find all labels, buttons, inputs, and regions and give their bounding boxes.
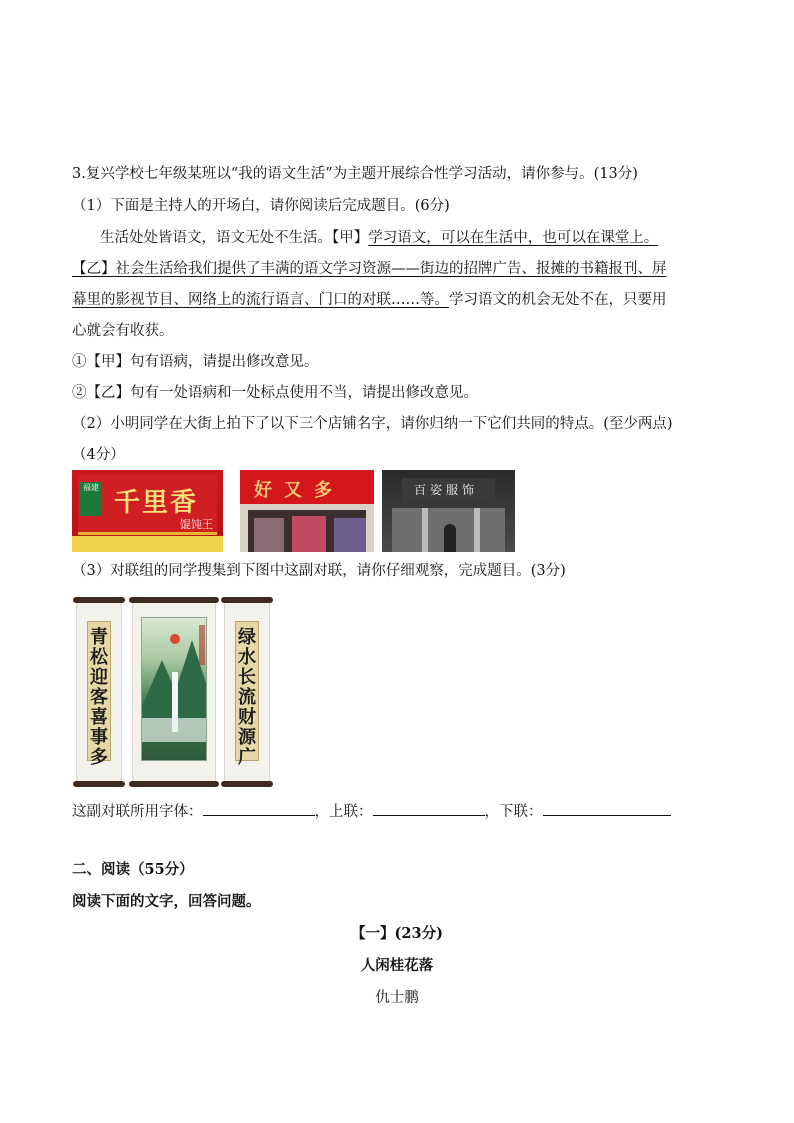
subquestion-2: （2）小明同学在大街上拍下了以下三个店铺名字，请你归纳一下它们共同的特点。(至少两点) (72, 416, 673, 432)
landscape-scroll (132, 598, 216, 784)
subquestion-1: （1）下面是主持人的开场白，请你阅读后完成题目。(6分) (72, 198, 450, 214)
opening-text: 生活处处皆语文，语文无处不生活。【甲】 (100, 230, 369, 246)
subquestion-2-score: （4分） (72, 447, 125, 463)
couplet-character: 喜 (90, 707, 108, 728)
shop-subtitle: 馄饨王 (180, 518, 213, 531)
shop-awning (72, 536, 223, 552)
section-instruction: 阅读下面的文字，回答问题。 (72, 893, 261, 910)
sentence-yi-part-2: 幕里的影视节目、网络上的流行语言、门口的对联……等。 (72, 292, 449, 308)
shop-pillar (422, 508, 428, 552)
scroll-rod (73, 597, 125, 603)
couplet-right-scroll (224, 598, 270, 784)
couplet-left-scroll (76, 598, 122, 784)
shop-name: 千里香 (114, 488, 199, 518)
couplet-character: 松 (90, 647, 108, 668)
shop-tag: 福建 (80, 482, 102, 516)
shop-window (254, 518, 284, 552)
scroll-rod (129, 597, 219, 603)
scroll-rod (221, 781, 273, 787)
fill-label-font: 这副对联所用字体： (72, 804, 203, 820)
item-2: ②【乙】句有一处语病和一处标点使用不当，请提出修改意见。 (72, 385, 478, 401)
shop-name: 好又多 (254, 480, 344, 501)
opening-paragraph-line-3 (72, 290, 667, 310)
opening-paragraph-line-2 (72, 259, 667, 279)
couplet-upper-line (88, 628, 110, 768)
couplet-panel (87, 621, 111, 768)
shop-pillar (474, 508, 480, 552)
sentence-jia: 学习语文，可以在生活中，也可以在课堂上。 (368, 230, 659, 246)
couplet-character: 水 (238, 647, 256, 668)
scroll-rod (129, 781, 219, 787)
seal-mark (199, 625, 205, 665)
fill-label-lower: ，下联： (484, 804, 543, 820)
couplet-character: 长 (238, 667, 256, 688)
article-author: 仇士鹏 (375, 990, 419, 1006)
couplet-lower-line (236, 628, 258, 768)
sentence-yi-part-1: 【乙】社会生活给我们提供了丰满的语文学习资源——街边的招牌广告、报摊的书籍报刊、屏 (72, 261, 667, 277)
shop-window (334, 518, 366, 552)
couplet-character: 绿 (238, 627, 256, 648)
scroll-rod (73, 781, 125, 787)
opening-paragraph-line-1 (100, 228, 658, 248)
scroll-rod (221, 597, 273, 603)
couplet-character: 客 (90, 687, 108, 708)
article-title: 人闲桂花落 (360, 957, 434, 974)
couplet-image (72, 598, 272, 788)
landscape-painting (141, 617, 207, 761)
item-1: ①【甲】句有语病，请提出修改意见。 (72, 354, 319, 370)
couplet-character: 源 (238, 727, 256, 748)
couplet-character: 广 (238, 747, 256, 768)
mannequin (444, 524, 456, 552)
shop-name: 百姿服饰 (414, 483, 479, 497)
opening-paragraph-line-4: 心就会有收获。 (72, 323, 174, 339)
couplet-character: 迎 (90, 667, 108, 688)
couplet-character: 多 (90, 747, 108, 768)
opening-text-tail: 学习语文的机会无处不在，只要用 (449, 292, 667, 308)
answer-blank-lower[interactable] (543, 800, 671, 816)
mist-shape (142, 718, 206, 742)
section-heading: 二、阅读（55分） (72, 861, 194, 878)
couplet-character: 财 (238, 707, 256, 728)
fill-in-line (72, 800, 671, 822)
couplet-character: 青 (90, 627, 108, 648)
subquestion-3: （3）对联组的同学搜集到下图中这副对联，请你仔细观察，完成题目。(3分) (72, 563, 566, 579)
part-label: 【一】(23分) (351, 925, 443, 942)
fill-label-upper: ，上联： (314, 804, 373, 820)
shop-photo-haoyouduo (240, 470, 374, 552)
answer-blank-upper[interactable] (373, 800, 485, 816)
shop-window (292, 516, 326, 552)
shop-photo-baizifushi (382, 470, 515, 552)
couplet-character: 事 (90, 727, 108, 748)
couplet-panel (235, 621, 259, 768)
shop-photo-qianlixiang (72, 470, 223, 552)
question-title: 3.复兴学校七年级某班以“我的语文生活”为主题开展综合性学习活动，请你参与。(13分) (72, 166, 638, 182)
answer-blank-font[interactable] (203, 800, 315, 816)
couplet-character: 流 (238, 687, 256, 708)
